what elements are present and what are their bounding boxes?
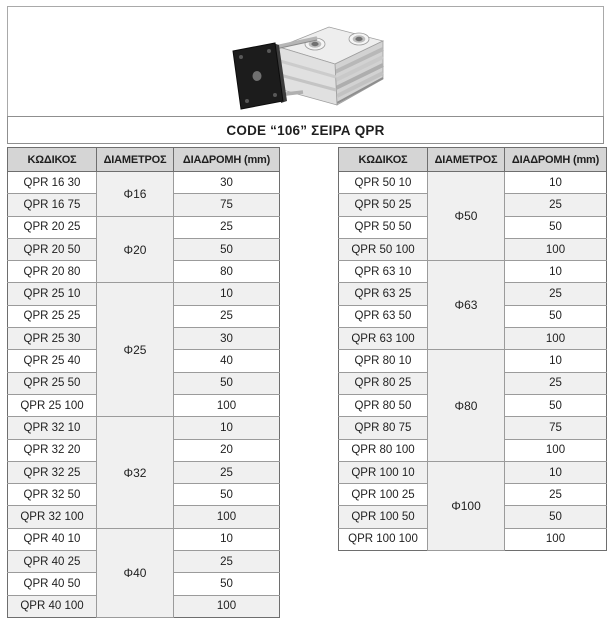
- code-cell: QPR 16 75: [8, 194, 97, 216]
- series-title-bar: [7, 116, 604, 144]
- table-row: [8, 417, 280, 439]
- code-cell: QPR 80 100: [339, 439, 428, 461]
- table-row: [339, 261, 607, 283]
- stroke-cell: 50: [174, 573, 280, 595]
- diameter-cell: Φ63: [428, 261, 505, 350]
- stroke-cell: 10: [505, 261, 607, 283]
- diameter-cell: Φ100: [428, 461, 505, 550]
- code-cell: QPR 25 30: [8, 328, 97, 350]
- table-row: [339, 172, 607, 194]
- column-header: ΔΙΑΜΕΤΡΟΣ: [97, 148, 174, 172]
- series-title: CODE “106” ΣΕΙΡΑ QPR: [226, 122, 385, 138]
- code-cell: QPR 25 50: [8, 372, 97, 394]
- code-cell: QPR 100 10: [339, 461, 428, 483]
- table-row: [339, 461, 607, 483]
- stroke-cell: 100: [174, 506, 280, 528]
- code-cell: QPR 100 50: [339, 506, 428, 528]
- header-row: [8, 148, 280, 172]
- code-cell: QPR 20 25: [8, 216, 97, 238]
- stroke-cell: 25: [505, 283, 607, 305]
- qpr-table-left: [7, 147, 280, 618]
- column-header: ΔΙΑΜΕΤΡΟΣ: [428, 148, 505, 172]
- code-cell: QPR 20 50: [8, 238, 97, 260]
- stroke-cell: 50: [505, 394, 607, 416]
- code-cell: QPR 32 25: [8, 461, 97, 483]
- stroke-cell: 30: [174, 172, 280, 194]
- code-cell: QPR 40 50: [8, 573, 97, 595]
- diameter-cell: Φ25: [97, 283, 174, 417]
- column-header: ΚΩΔΙΚΟΣ: [8, 148, 97, 172]
- code-cell: QPR 50 25: [339, 194, 428, 216]
- stroke-cell: 100: [174, 394, 280, 416]
- diameter-cell: Φ16: [97, 172, 174, 217]
- diameter-cell: Φ32: [97, 417, 174, 528]
- stroke-cell: 10: [505, 461, 607, 483]
- stroke-cell: 100: [505, 328, 607, 350]
- stroke-cell: 10: [174, 417, 280, 439]
- stroke-cell: 100: [505, 238, 607, 260]
- table-row: [8, 216, 280, 238]
- code-cell: QPR 25 25: [8, 305, 97, 327]
- column-header: ΔΙΑΔΡΟΜΗ (mm): [174, 148, 280, 172]
- stroke-cell: 25: [505, 194, 607, 216]
- stroke-cell: 10: [505, 172, 607, 194]
- code-cell: QPR 63 10: [339, 261, 428, 283]
- stroke-cell: 75: [505, 417, 607, 439]
- code-cell: QPR 100 25: [339, 484, 428, 506]
- qpr-table-right: [338, 147, 607, 551]
- code-cell: QPR 63 25: [339, 283, 428, 305]
- code-cell: QPR 80 50: [339, 394, 428, 416]
- stroke-cell: 25: [174, 305, 280, 327]
- code-cell: QPR 50 10: [339, 172, 428, 194]
- code-cell: QPR 80 75: [339, 417, 428, 439]
- stroke-cell: 75: [174, 194, 280, 216]
- table-row: [8, 283, 280, 305]
- stroke-cell: 25: [505, 484, 607, 506]
- header-row: [339, 148, 607, 172]
- stroke-cell: 20: [174, 439, 280, 461]
- stroke-cell: 50: [505, 216, 607, 238]
- code-cell: QPR 63 100: [339, 328, 428, 350]
- stroke-cell: 10: [174, 283, 280, 305]
- stroke-cell: 10: [505, 350, 607, 372]
- code-cell: QPR 32 50: [8, 484, 97, 506]
- code-cell: QPR 40 10: [8, 528, 97, 550]
- code-cell: QPR 80 25: [339, 372, 428, 394]
- stroke-cell: 25: [505, 372, 607, 394]
- code-cell: QPR 80 10: [339, 350, 428, 372]
- column-header: ΔΙΑΔΡΟΜΗ (mm): [505, 148, 607, 172]
- stroke-cell: 50: [174, 238, 280, 260]
- stroke-cell: 50: [505, 506, 607, 528]
- code-cell: QPR 20 80: [8, 261, 97, 283]
- code-cell: QPR 32 20: [8, 439, 97, 461]
- code-cell: QPR 40 25: [8, 551, 97, 573]
- diameter-cell: Φ80: [428, 350, 505, 461]
- stroke-cell: 30: [174, 328, 280, 350]
- code-cell: QPR 32 10: [8, 417, 97, 439]
- code-cell: QPR 63 50: [339, 305, 428, 327]
- code-cell: QPR 16 30: [8, 172, 97, 194]
- code-cell: QPR 25 10: [8, 283, 97, 305]
- stroke-cell: 80: [174, 261, 280, 283]
- stroke-cell: 50: [174, 484, 280, 506]
- stroke-cell: 50: [505, 305, 607, 327]
- port-hole-right: [349, 33, 369, 45]
- stroke-cell: 50: [174, 372, 280, 394]
- code-cell: QPR 32 100: [8, 506, 97, 528]
- table-row: [8, 528, 280, 550]
- diameter-cell: Φ20: [97, 216, 174, 283]
- stroke-cell: 25: [174, 216, 280, 238]
- table-row: [339, 350, 607, 372]
- code-cell: QPR 50 50: [339, 216, 428, 238]
- column-header: ΚΩΔΙΚΟΣ: [339, 148, 428, 172]
- code-cell: QPR 40 100: [8, 595, 97, 617]
- pneumatic-cylinder-image: [221, 17, 391, 117]
- stroke-cell: 40: [174, 350, 280, 372]
- stroke-cell: 25: [174, 461, 280, 483]
- table-row: [8, 172, 280, 194]
- code-cell: QPR 25 40: [8, 350, 97, 372]
- diameter-cell: Φ50: [428, 172, 505, 261]
- code-cell: QPR 100 100: [339, 528, 428, 550]
- stroke-cell: 100: [505, 528, 607, 550]
- code-cell: QPR 25 100: [8, 394, 97, 416]
- stroke-cell: 100: [505, 439, 607, 461]
- stroke-cell: 100: [174, 595, 280, 617]
- diameter-cell: Φ40: [97, 528, 174, 617]
- product-image-box: [7, 6, 604, 117]
- stroke-cell: 10: [174, 528, 280, 550]
- stroke-cell: 25: [174, 551, 280, 573]
- code-cell: QPR 50 100: [339, 238, 428, 260]
